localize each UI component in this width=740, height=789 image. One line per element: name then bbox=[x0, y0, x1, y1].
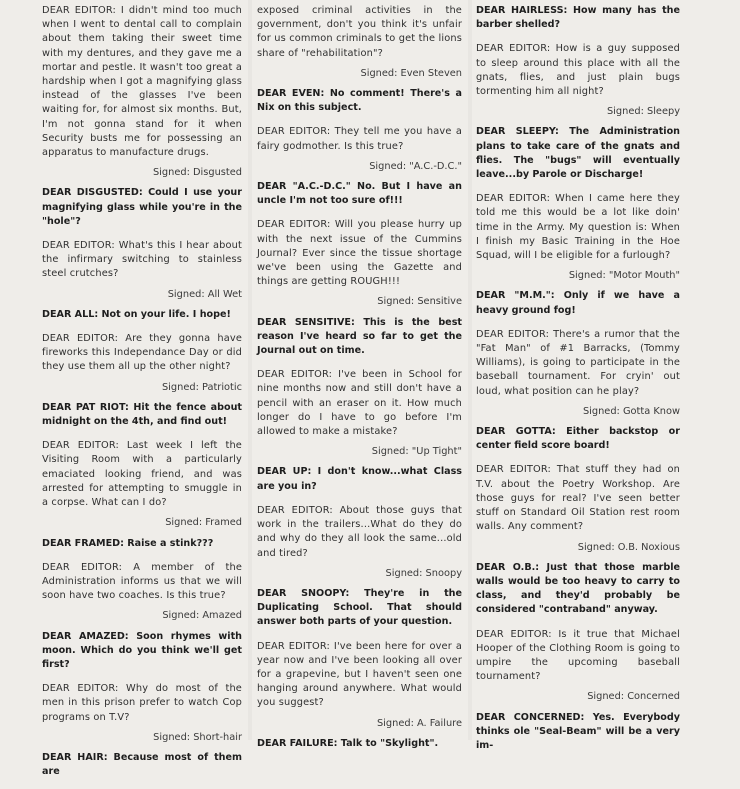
letter-signature: Signed: Even Steven bbox=[360, 67, 462, 79]
letter-question: DEAR EDITOR: Why do most of the men in this prison prefer to watch Cop programs on T.V? bbox=[42, 683, 242, 723]
editor-answer: DEAR ALL: Not on your life. I hope! bbox=[42, 308, 231, 320]
editor-answer: DEAR PAT RIOT: Hit the fence about midnight on the 4th, and find out! bbox=[42, 401, 242, 428]
editor-answer: DEAR FAILURE: Talk to "Skylight". bbox=[257, 737, 439, 749]
letter-entry bbox=[42, 439, 242, 550]
letter-entry bbox=[476, 4, 680, 32]
editor-answer: DEAR SLEEPY: The Administration plans to take care of the gnats and flies. The "bugs" will eventually leave...by Parole or Discharge! bbox=[476, 126, 680, 181]
letter-entry bbox=[257, 4, 462, 115]
column-gutter bbox=[468, 0, 472, 740]
letter-question: DEAR EDITOR: Last week I left the Visiting Room with a particularly emaciated looking friend, and was arrested for attempting to smuggle in a corpse. What can I do? bbox=[42, 440, 242, 509]
letter-question: DEAR EDITOR: They tell me you have a fairy godmother. Is this true? bbox=[257, 126, 462, 152]
letter-entry bbox=[257, 125, 462, 208]
letter-entry bbox=[42, 332, 242, 429]
editor-answer: DEAR SENSITIVE: This is the best reason I've heard so far to get the Journal out on time. bbox=[257, 316, 462, 357]
editor-answer: DEAR AMAZED: Soon rhymes with moon. Which do you think we'll get first? bbox=[42, 630, 242, 670]
letter-question: exposed criminal activities in the government, don't you think it's unfair for us common criminals to get the lions share of "rehabilitation"? bbox=[257, 5, 462, 59]
letter-signature: Signed: "Motor Mouth" bbox=[568, 270, 680, 282]
letter-signature: Signed: Disgusted bbox=[152, 167, 242, 179]
letter-question: DEAR EDITOR: Are they gonna have fireworks this Independance Day or did they use them all up the other night? bbox=[42, 333, 242, 373]
letter-entry bbox=[257, 368, 462, 494]
letter-signature: Signed: O.B. Noxious bbox=[577, 541, 680, 553]
editor-answer: DEAR FRAMED: Raise a stink??? bbox=[42, 537, 214, 549]
letter-entry bbox=[42, 239, 242, 322]
letter-entry bbox=[257, 640, 462, 751]
letter-signature: Signed: Patriotic bbox=[161, 381, 242, 393]
letter-question: DEAR EDITOR: There's a rumor that the "Fat Man" of #1 Barracks, (Tommy Williams), is going to participate in the baseball tournament. For cryin' out loud, what position can he play? bbox=[476, 328, 680, 397]
column-gutter bbox=[248, 0, 252, 740]
letter-question: DEAR EDITOR: What's this I hear about the infirmary switching to stainless steel crutches? bbox=[42, 240, 242, 280]
letter-entry bbox=[476, 628, 680, 754]
letter-entry bbox=[257, 504, 462, 630]
letter-question: DEAR EDITOR: When I came here they told me this would be a lot like doin' time in the Army. My question is: When I finish my Basic Training in the Hoe Squad, will I be eligible for a furlough? bbox=[476, 193, 680, 262]
letter-signature: Signed: Snoopy bbox=[385, 567, 462, 579]
editor-answer: DEAR "A.C.-D.C." No. But I have an uncle I'm not too sure of!!! bbox=[257, 181, 462, 207]
letter-entry bbox=[42, 4, 242, 229]
letter-signature: Signed: Sensitive bbox=[377, 296, 462, 308]
editor-answer: DEAR DISGUSTED: Could I use your magnifying glass while you're in the "hole"? bbox=[42, 187, 242, 227]
letter-signature: Signed: Framed bbox=[165, 517, 242, 529]
letter-signature: Signed: "A.C.-D.C." bbox=[369, 160, 462, 172]
letter-question: DEAR EDITOR: I've been here for over a year now and I've been looking all over for a grapevine, but I haven't seen one hanging around anywhere. What would you suggest? bbox=[257, 640, 462, 709]
editor-answer: DEAR EVEN: No comment! There's a Nix on this subject. bbox=[257, 88, 462, 114]
letter-signature: Signed: Short-hair bbox=[153, 731, 242, 743]
editor-answer: DEAR UP: I don't know...what Class are you in? bbox=[257, 466, 462, 492]
editor-answer: DEAR GOTTA: Either backstop or center field score board! bbox=[476, 426, 680, 452]
editor-answer: DEAR HAIRLESS: How many has the barber shelled? bbox=[476, 5, 680, 31]
column-3 bbox=[476, 4, 680, 763]
editor-answer: DEAR HAIR: Because most of them are bbox=[42, 751, 242, 778]
letter-entry bbox=[476, 328, 680, 454]
letter-entry bbox=[257, 218, 462, 358]
letter-question: DEAR EDITOR: Will you please hurry up with the next issue of the Cummins Journal? Ever since the tissue shortage we've been using the Gazette and things are getting ROUGH!!! bbox=[257, 219, 462, 288]
letter-signature: Signed: All Wet bbox=[167, 288, 242, 300]
column-2 bbox=[257, 4, 462, 761]
letter-signature: Signed: Amazed bbox=[162, 610, 242, 622]
editor-answer: DEAR "M.M.": Only if we have a heavy ground fog! bbox=[476, 290, 680, 316]
letter-question: DEAR EDITOR: About those guys that work in the trailers...What do they do and why do they all look the same...old and tired? bbox=[257, 504, 462, 559]
letter-entry bbox=[42, 682, 242, 779]
letter-question: DEAR EDITOR: A member of the Administration informs us that we will soon have two coaches. Is this true? bbox=[42, 561, 242, 602]
letter-signature: Signed: Sleepy bbox=[606, 106, 680, 118]
letter-question: DEAR EDITOR: I've been in School for nine months now and still don't have a pencil with an eraser on it. How much longer do I have to go before I'm allowed to make a mistake? bbox=[257, 369, 462, 438]
letter-question: DEAR EDITOR: That stuff they had on T.V. about the Poetry Workshop. Are those guys for real? I've seen better stuff on Standard Oil Station rest room walls. Any comment? bbox=[476, 464, 680, 533]
letter-entry bbox=[476, 42, 680, 182]
letter-signature: Signed: "Up Tight" bbox=[371, 446, 462, 458]
letter-entry bbox=[42, 561, 242, 672]
letter-signature: Signed: Gotta Know bbox=[582, 405, 680, 417]
letter-signature: Signed: A. Failure bbox=[376, 717, 462, 729]
editor-answer: DEAR CONCERNED: Yes. Everybody thinks ole "Seal-Beam" will be a very im- bbox=[476, 711, 680, 751]
letter-signature: Signed: Concerned bbox=[587, 691, 680, 703]
letter-question: DEAR EDITOR: How is a guy supposed to sleep around this place with all the gnats, flies, and just plain bugs tormenting him all night? bbox=[476, 43, 680, 98]
letter-question: DEAR EDITOR: Is it true that Michael Hooper of the Clothing Room is going to umpire the upcoming baseball tournament? bbox=[476, 628, 680, 683]
letter-entry bbox=[476, 192, 680, 318]
letter-entry bbox=[476, 463, 680, 617]
letter-question: DEAR EDITOR: I didn't mind too much when I went to dental call to complain about them taking their sweet time with my dentures, and they gave me a mortar and pestle. It wasn't too great a hardship when I got a magnifying glass instead of the glasses I've been waiting for, for almost six months. But, I'm not gonna stand for it when Security busts me for possessing an apparatus to manufacture drugs. bbox=[42, 5, 242, 159]
editor-answer: DEAR O.B.: Just that those marble walls would be too heavy to carry to class, and they'd probably be considered "contraband" anyway. bbox=[476, 561, 680, 616]
editor-answer: DEAR SNOOPY: They're in the Duplicating School. That should answer both parts of your question. bbox=[257, 587, 462, 628]
column-1 bbox=[42, 4, 242, 789]
